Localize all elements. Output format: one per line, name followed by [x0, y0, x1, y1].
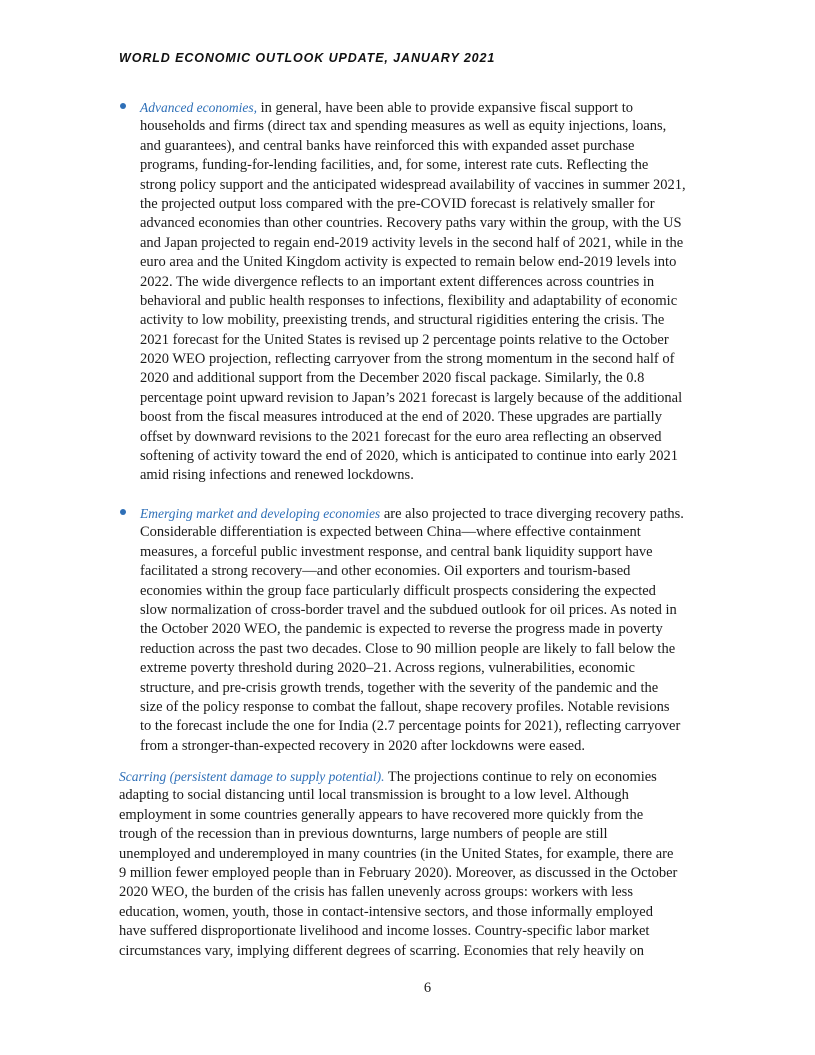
text-line: structure, and pre-crisis growth trends, together with the severity of the pandemic and the — [140, 679, 659, 696]
text-line: strong policy support and the anticipated widespread availability of vaccines in summer 2021, — [140, 176, 686, 193]
text-line: size of the policy response to combat the fallout, shape recovery profiles. Notable revisions — [140, 698, 670, 715]
text-line: trough of the recession than in previous downturns, large numbers of people are still — [119, 826, 608, 843]
bullet-icon — [120, 103, 126, 109]
line-continuation: in general, have been able to provide expansive fiscal support to — [256, 100, 634, 116]
line-continuation: are also projected to trace diverging recovery paths. — [380, 506, 684, 522]
text-line: adapting to social distancing until local transmission is brought to a low level. Although — [119, 787, 629, 804]
bullet-icon — [120, 509, 126, 515]
text-line: Considerable differentiation is expected between China—where effective containment — [140, 524, 641, 541]
text-line: economies within the group face particularly difficult prospects considering the expected — [140, 582, 656, 599]
text-line: advanced economies than other countries. Recovery paths vary within the group, with the US — [140, 215, 682, 232]
text-line: 2022. The wide divergence reflects to an important extent differences across countries in — [140, 273, 655, 290]
text-line: softening of activity toward the end of 2020, which is anticipated to continue into early 2021 — [140, 448, 678, 465]
text-line: 2020 WEO projection, reflecting carryover from the strong momentum in the second half of — [140, 351, 675, 368]
text-line: programs, funding-for-lending facilities, and, for some, interest rate cuts. Reflecting the — [140, 157, 649, 174]
text-line: 2020 and additional support from the December 2020 fiscal package. Similarly, the 0.8 — [140, 370, 645, 387]
text-line: the projected output loss compared with the pre-COVID forecast is relatively smaller for — [140, 195, 655, 212]
text-line: amid rising infections and renewed lockdowns. — [140, 467, 414, 484]
paragraph-scarring — [119, 767, 677, 961]
text-line — [119, 767, 677, 786]
text-line: circumstances vary, implying different degrees of scarring. Economies that rely heavily on — [119, 942, 645, 959]
text-line: offset by downward revisions to the 2021 forecast for the euro area reflecting an observed — [140, 428, 662, 445]
text-line: 2020 WEO, the burden of the crisis has fallen unevenly across groups: workers with less — [119, 884, 633, 901]
text-line: euro area and the United Kingdom activity is expected to remain below end-2019 levels into — [140, 254, 677, 271]
text-line: employment in some countries generally appears to have recovered more quickly from the — [119, 806, 644, 823]
text-line: boost from the fiscal measures introduced at the end of 2020. These upgrades are partially — [140, 409, 662, 426]
text-line: and Japan projected to regain end-2019 activity levels in the second half of 2021, while in the — [140, 234, 684, 251]
text-line: the October 2020 WEO, the pandemic is expected to reverse the progress made in poverty — [140, 621, 663, 638]
lead-in-emerging-economies: Emerging market and developing economies — [140, 506, 381, 521]
bullet-text — [140, 98, 686, 486]
text-line — [140, 504, 684, 523]
text-line: unemployed and underemployed in many countries (in the United States, for example, there are — [119, 845, 674, 862]
text-line: slow normalization of cross-border travel and the subdued outlook for oil prices. As noted in — [140, 601, 677, 618]
text-line: from a stronger-than-expected recovery in 2020 after lockdowns were eased. — [140, 737, 585, 754]
text-line: extreme poverty threshold during 2020–21. Across regions, vulnerabilities, economic — [140, 660, 635, 677]
text-line: 9 million fewer employed people than in February 2020). Moreover, as discussed in the October — [119, 864, 678, 881]
lead-in-advanced-economies: Advanced economies, — [140, 100, 257, 115]
text-line: behavioral and public health responses to infections, flexibility and adaptability of economic — [140, 292, 678, 309]
text-line — [140, 98, 686, 117]
text-line: and guarantees), and central banks have reinforced this with expanded asset purchase — [140, 137, 635, 154]
text-line: reduction across the past two decades. Close to 90 million people are likely to fall below the — [140, 640, 676, 657]
lead-in-scarring: Scarring (persistent damage to supply potential). — [119, 769, 385, 784]
text-line: 2021 forecast for the United States is revised up 2 percentage points relative to the October — [140, 331, 669, 348]
text-line: measures, a forceful public investment response, and central bank liquidity support have — [140, 543, 653, 560]
text-line: facilitated a strong recovery—and other economies. Oil exporters and tourism-based — [140, 563, 631, 580]
text-line: have suffered disproportionate livelihood and income losses. Country-specific labor market — [119, 923, 650, 940]
text-line: activity to low mobility, preexisting trends, and structural rigidities entering the crisis. The — [140, 312, 665, 329]
bullet-text — [140, 504, 684, 756]
text-line: to the forecast include the one for India (2.7 percentage points for 2021), reflecting carryover — [140, 718, 681, 735]
line-continuation: The projections continue to rely on economies — [384, 769, 657, 785]
text-line: education, women, youth, those in contact-intensive sectors, and those informally employed — [119, 903, 653, 920]
page-number: 6 — [423, 980, 432, 996]
running-header: WORLD ECONOMIC OUTLOOK UPDATE, JANUARY 2021 — [119, 51, 496, 65]
text-line: percentage point upward revision to Japan’s 2021 forecast is largely because of the additional — [140, 389, 683, 406]
text-line: households and firms (direct tax and spending measures as well as equity injections, loans, — [140, 118, 667, 135]
